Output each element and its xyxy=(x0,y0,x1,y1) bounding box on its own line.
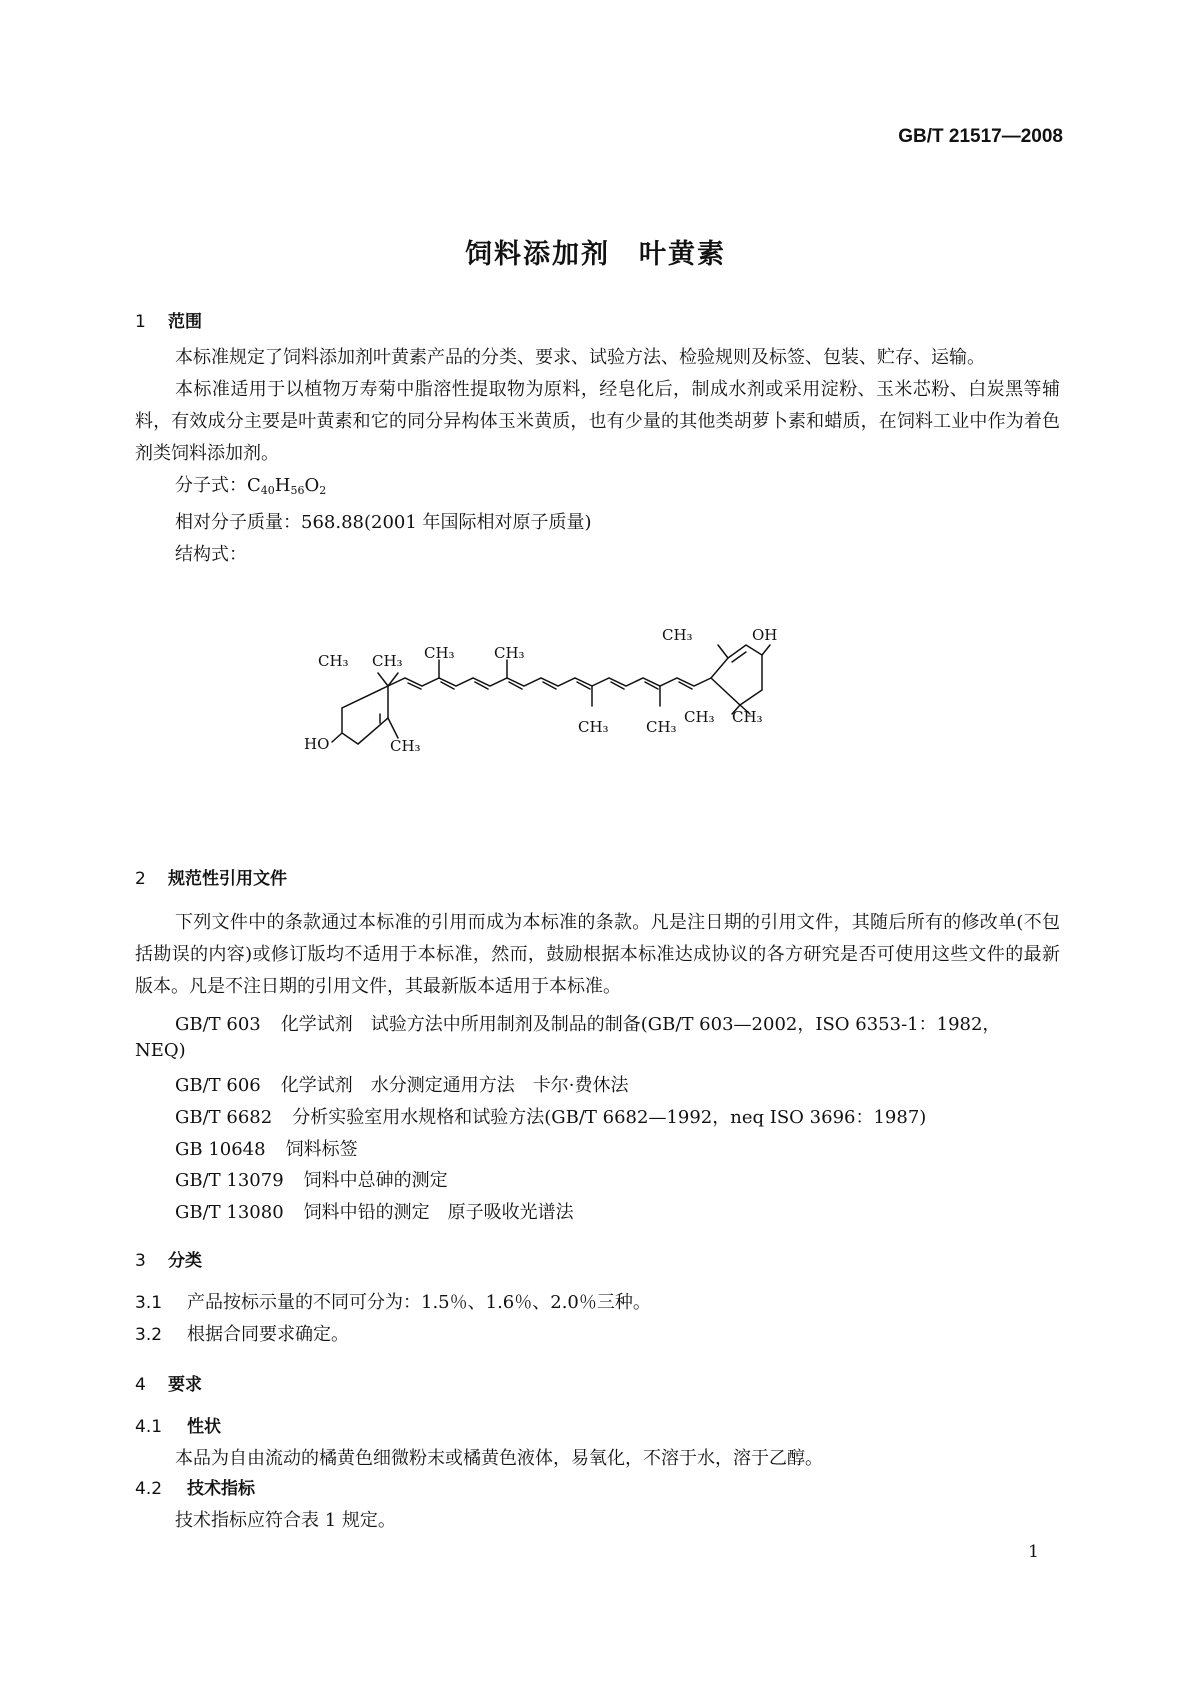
section-title: 规范性引用文件 xyxy=(168,869,287,889)
left-ch3-a: CH₃ xyxy=(318,652,349,670)
section-2-heading xyxy=(135,864,287,889)
right-ch3-b: CH₃ xyxy=(732,708,763,726)
clause-number: 3.1 xyxy=(135,1293,163,1313)
reference-item xyxy=(175,1103,926,1129)
reference-item xyxy=(175,1010,1000,1036)
reference-title: 化学试剂 水分测定通用方法 卡尔·费休法 xyxy=(280,1075,629,1096)
clause-4-1-heading xyxy=(135,1412,221,1437)
section-4-heading xyxy=(135,1370,202,1395)
formula-c: C xyxy=(247,475,261,496)
reference-title: 化学试剂 试验方法中所用制剂及制品的制备(GB/T 603—2002，ISO 6353-1：1982， xyxy=(280,1014,1001,1035)
chain-ch3-4: CH₃ xyxy=(646,718,677,736)
section-number: 3 xyxy=(135,1251,146,1271)
reference-code: GB/T 13080 xyxy=(175,1202,284,1223)
clause-4-2-heading xyxy=(135,1474,255,1499)
molecule-labels xyxy=(304,626,777,755)
formula-c-count: 40 xyxy=(260,484,275,497)
reference-title: 分析实验室用水规格和试验方法(GB/T 6682—1992，neq ISO 3696：1987) xyxy=(292,1107,927,1128)
reference-continuation: NEQ) xyxy=(135,1040,186,1061)
section-title: 要求 xyxy=(168,1375,202,1395)
section-number: 1 xyxy=(135,312,146,332)
formula-h: H xyxy=(274,475,291,496)
clause-text: 根据合同要求确定。 xyxy=(187,1324,349,1345)
left-ch3-b: CH₃ xyxy=(372,652,403,670)
section-1-heading xyxy=(135,307,202,332)
section-number: 4 xyxy=(135,1375,146,1395)
reference-title: 饲料中铅的测定 原子吸收光谱法 xyxy=(303,1202,574,1223)
chain-ch3-2: CH₃ xyxy=(494,644,525,662)
reference-item xyxy=(175,1071,629,1097)
reference-title: 饲料中总砷的测定 xyxy=(303,1170,448,1191)
clause-3-2 xyxy=(135,1320,349,1346)
scope-paragraph-1: 本标准规定了饲料添加剂叶黄素产品的分类、要求、试验方法、检验规则及标签、包装、贮存、运输。 xyxy=(175,347,985,368)
clause-number: 3.2 xyxy=(135,1325,163,1345)
section-3-heading xyxy=(135,1246,202,1271)
scope-paragraphs xyxy=(135,342,1060,571)
reference-item xyxy=(175,1135,358,1161)
structure-label: 结构式： xyxy=(175,544,247,565)
reference-item xyxy=(175,1198,574,1224)
right-oh: OH xyxy=(752,626,778,644)
reference-title: 饲料标签 xyxy=(285,1139,358,1160)
formula-o-count: 2 xyxy=(319,484,327,497)
lutein-structure-diagram xyxy=(300,610,860,825)
clause-4-1-text: 本品为自由流动的橘黄色细微粉末或橘黄色液体，易氧化，不溶于水，溶于乙醇。 xyxy=(175,1448,823,1469)
left-ho: HO xyxy=(304,735,330,753)
standard-number: GB/T 21517—2008 xyxy=(898,126,1063,147)
formula-o: O xyxy=(304,475,320,496)
left-ring-ch3: CH₃ xyxy=(390,737,421,755)
clause-title: 技术指标 xyxy=(187,1479,255,1499)
reference-code: GB/T 606 xyxy=(175,1075,261,1096)
reference-code: GB/T 13079 xyxy=(175,1170,284,1191)
clause-3-1 xyxy=(135,1288,651,1314)
reference-code: GB/T 603 xyxy=(175,1014,261,1035)
clause-title: 性状 xyxy=(187,1417,221,1437)
clause-text: 产品按标示量的不同可分为：1.5％、1.6％、2.0％三种。 xyxy=(187,1292,651,1313)
section-title: 分类 xyxy=(168,1251,202,1271)
reference-item xyxy=(175,1166,448,1192)
right-ch3-top: CH₃ xyxy=(662,626,693,644)
section-number: 2 xyxy=(135,869,146,889)
normative-intro: 下列文件中的条款通过本标准的引用而成为本标准的条款。凡是注日期的引用文件，其随后所有的修改单(不包括勘误的内容)或修订版均不适用于本标准，然而，鼓励根据本标准达成协议的各方研究是否可使用这些文件的最新版本。凡是不注日期的引用文件，其最新版本适用于本标准。 xyxy=(135,912,1060,997)
right-ch3-a: CH₃ xyxy=(684,708,715,726)
clause-4-2-text: 技术指标应符合表 1 规定。 xyxy=(175,1510,396,1531)
scope-paragraph-2: 本标准适用于以植物万寿菊中脂溶性提取物为原料，经皂化后，制成水剂或采用淀粉、玉米芯粉、白炭黑等辅料，有效成分主要是叶黄素和它的同分异构体玉米黄质，也有少量的其他类胡萝卜素和蜡质，在饲料工业中作为着色剂类饲料添加剂。 xyxy=(135,379,1060,464)
clause-number: 4.2 xyxy=(135,1479,163,1499)
molecular-mass: 相对分子质量：568.88(2001 年国际相对原子质量) xyxy=(175,512,592,533)
formula-h-count: 56 xyxy=(290,484,305,497)
formula-label: 分子式： xyxy=(175,475,247,496)
molecular-formula xyxy=(135,470,1060,507)
chain-ch3-1: CH₃ xyxy=(424,644,455,662)
page-number: 1 xyxy=(1028,1542,1039,1562)
document-title: 饲料添加剂 叶黄素 xyxy=(465,239,726,270)
reference-code: GB 10648 xyxy=(175,1139,266,1160)
clause-number: 4.1 xyxy=(135,1417,163,1437)
normative-intro-block xyxy=(135,907,1060,1003)
chain-ch3-3: CH₃ xyxy=(578,718,609,736)
section-title: 范围 xyxy=(168,312,202,332)
reference-code: GB/T 6682 xyxy=(175,1107,273,1128)
